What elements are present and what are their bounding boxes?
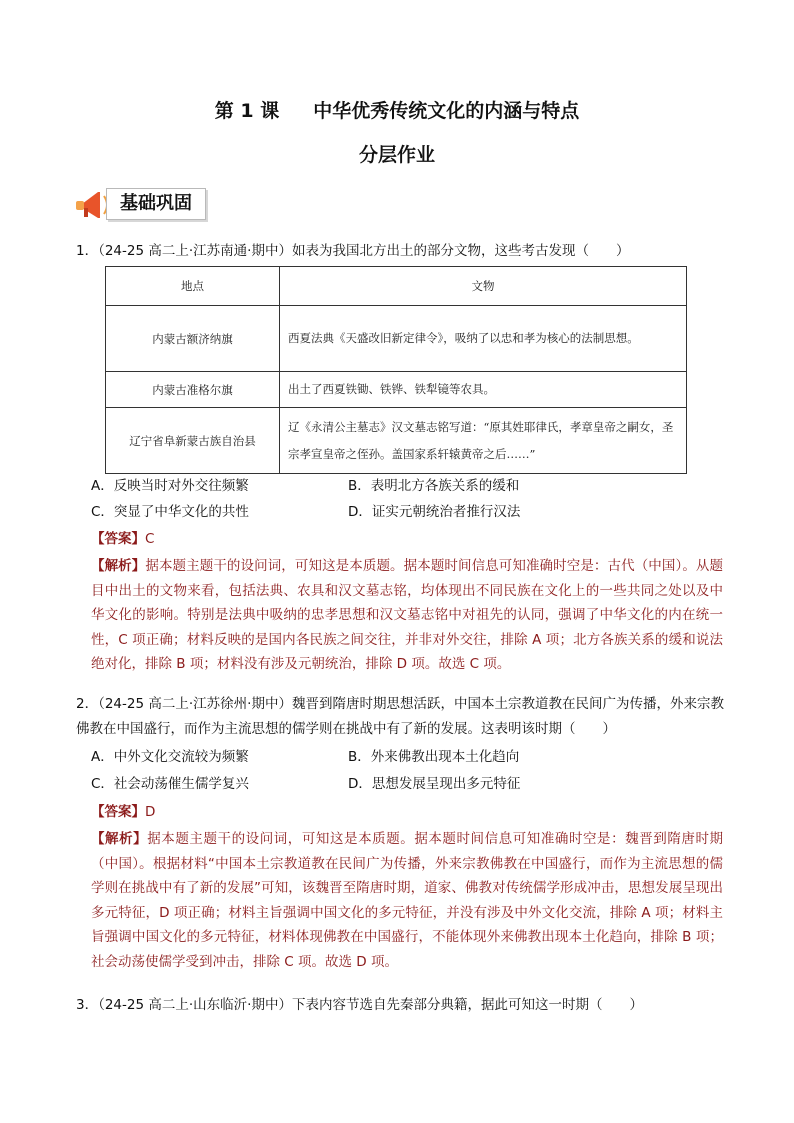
table-row (106, 408, 687, 474)
page-title (0, 96, 794, 123)
option-d[interactable]: D．证实元朝统治者推行汉法 (348, 504, 521, 520)
table-header-cell: 文物 (280, 267, 687, 306)
page-subtitle: 分层作业 (358, 144, 435, 166)
table-row (106, 372, 687, 408)
question-2-stem: 2．（24-25 高二上·江苏徐州·期中）魏晋到隋唐时期思想活跃，中国本土宗教道教在民间广为传播，外来宗教佛教在中国盛行，而作为主流思想的儒学则在挑战中有了新的发展。这表明该时期（ ） (76, 696, 724, 737)
table-cell-artifact: 西夏法典《天盛改旧新定律令》，吸纳了以忠和孝为核心的法制思想。 (280, 306, 687, 372)
option-b[interactable]: B．表明北方各族关系的缓和 (348, 478, 520, 494)
table-cell-artifact: 出土了西夏铁锄、铁铧、铁犁镜等农具。 (280, 372, 687, 408)
answer-label: 【答案】 (91, 804, 145, 820)
table-row (106, 306, 687, 372)
option-a[interactable]: A．反映当时对外交往频繁 (91, 478, 249, 494)
option-d[interactable]: D．思想发展呈现出多元特征 (348, 776, 521, 792)
lesson-title: 中华优秀传统文化的内涵与特点 (313, 100, 580, 122)
table-cell-place: 内蒙古额济纳旗 (106, 306, 280, 372)
question-2-analysis (91, 827, 723, 974)
question-1-answer (91, 527, 723, 552)
section-label-box (106, 188, 206, 220)
analysis-text: 据本题主题干的设问词，可知这是本质题。据本题时间信息可知准确时空是：魏晋到隋唐时期（中国）。根据材料“中国本土宗教道教在民间广为传播，外来宗教佛教在中国盛行，而作为主流思想的儒学则在挑战中有了新的发展”可知，该魏晋至隋唐时期，道家、佛教对传统儒学形成冲击，思想发展呈现出多元特征，D 项正确；材料主旨强调中国文化的多元特征，并没有涉及中外文化交流，排除 A 项；材料主旨强调中国文化的多元特征，材料体现佛教在中国盛行，不能体现外来佛教出现本土化趋向，排除 B 项；社会动荡使儒学受到冲击，排除 C 项。故选 D 项。 (91, 831, 724, 970)
lesson-number: 第 1 课 (214, 100, 280, 122)
table-cell-place: 辽宁省阜新蒙古族自治县 (106, 408, 280, 474)
table-header-row (106, 267, 687, 306)
option-c[interactable]: C．突显了中华文化的共性 (91, 504, 249, 520)
option-c[interactable]: C．社会动荡催生儒学复兴 (91, 776, 249, 792)
table-cell-artifact: 辽《永清公主墓志》汉文墓志铭写道：“原其姓耶律氏，孝章皇帝之嗣女，圣宗孝宣皇帝之侄孙。盖国家系轩辕黄帝之后……” (280, 408, 687, 474)
question-1-stem: 1．（24-25 高二上·江苏南通·期中）如表为我国北方出土的部分文物，这些考古发现（ ） (76, 243, 630, 259)
answer-label: 【答案】 (91, 531, 145, 547)
section-label: 基础巩固 (120, 193, 192, 214)
question-1-analysis (91, 554, 723, 677)
section-badge (72, 184, 212, 224)
analysis-text: 据本题主题干的设问词，可知这是本质题。据本题时间信息可知准确时空是：古代（中国）。从题目中出土的文物来看，包括法典、农具和汉文墓志铭，均体现出不同民族在文化上的一些共同之处以及中华文化的影响。特别是法典中吸纳的忠孝思想和汉文墓志铭中对祖先的认同，强调了中华文化的内在统一性，C 项正确；材料反映的是国内各民族之间交往，并非对外交往，排除 A 项；北方各族关系的缓和说法绝对化，排除 B 项；材料没有涉及元朝统治，排除 D 项。故选 C 项。 (91, 558, 724, 672)
table-cell-place: 内蒙古准格尔旗 (106, 372, 280, 408)
answer-value: D (145, 804, 156, 820)
question-2-answer (91, 800, 723, 825)
artifact-table (105, 266, 687, 474)
answer-value: C (145, 531, 155, 547)
option-b[interactable]: B．外来佛教出现本土化趋向 (348, 749, 520, 765)
analysis-label: 【解析】 (91, 831, 148, 847)
option-a[interactable]: A．中外文化交流较为频繁 (91, 749, 249, 765)
question-3-stem: 3．（24-25 高二上·山东临沂·期中）下表内容节选自先秦部分典籍，据此可知这一时期（ ） (76, 997, 643, 1013)
table-header-cell: 地点 (106, 267, 280, 306)
analysis-label: 【解析】 (91, 558, 146, 574)
